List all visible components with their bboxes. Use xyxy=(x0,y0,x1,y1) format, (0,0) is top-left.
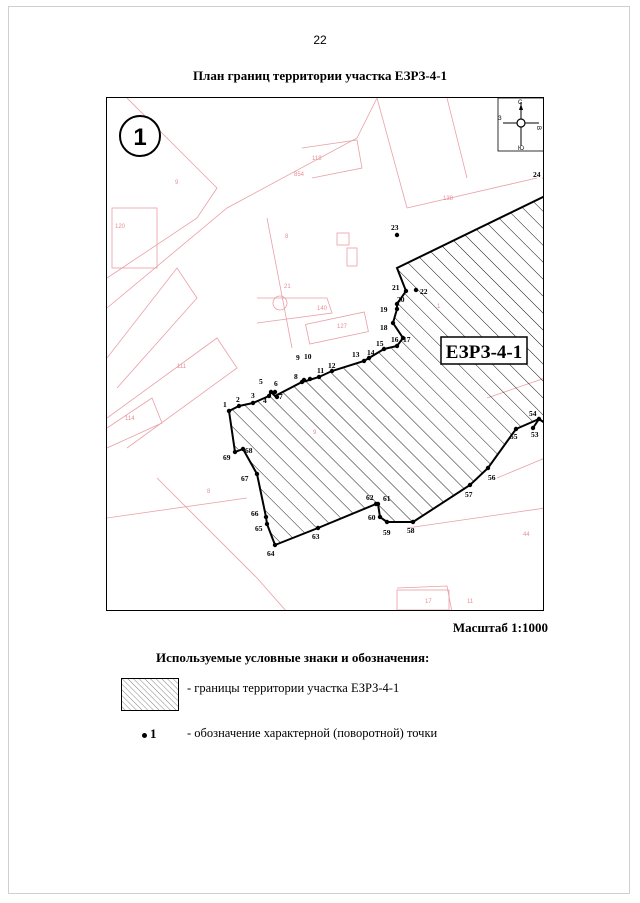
legend-point-text: - обозначение характерной (поворотной) точки xyxy=(187,726,438,740)
compass-rose xyxy=(498,98,544,152)
point-marker-66 xyxy=(264,515,268,519)
point-label-57: 57 xyxy=(465,490,473,499)
point-label-63: 63 xyxy=(312,532,320,541)
point-label-5: 5 xyxy=(259,377,263,386)
point-label-21: 21 xyxy=(392,283,400,292)
legend-point-number: 1 xyxy=(150,726,157,741)
legend-heading: Используемые условные знаки и обозначения: xyxy=(156,650,430,665)
point-marker-59 xyxy=(385,520,389,524)
svg-text:111: 111 xyxy=(177,364,187,370)
point-label-14: 14 xyxy=(367,348,375,357)
point-label-67: 67 xyxy=(241,474,249,483)
point-label-69: 69 xyxy=(223,453,231,462)
svg-text:11: 11 xyxy=(467,599,474,605)
svg-text:44: 44 xyxy=(523,532,530,538)
point-label-18: 18 xyxy=(380,323,388,332)
point-marker-2 xyxy=(237,404,241,408)
compass-north: С xyxy=(518,100,523,106)
point-label-11: 11 xyxy=(317,366,325,375)
zone-label xyxy=(441,337,527,364)
point-label-59: 59 xyxy=(383,528,391,537)
svg-text:140: 140 xyxy=(317,306,328,312)
map-title: План границ территории участка ЕЗРЗ-4-1 xyxy=(192,68,448,83)
svg-text:138: 138 xyxy=(443,196,454,202)
sheet-badge xyxy=(120,116,160,156)
page-number: 22 xyxy=(313,33,327,47)
point-marker-58 xyxy=(411,520,415,524)
legend-point-sample xyxy=(142,726,157,742)
point-marker-55 xyxy=(514,427,518,431)
svg-text:9: 9 xyxy=(175,180,179,186)
point-marker-23 xyxy=(395,233,399,237)
point-marker-65 xyxy=(265,522,269,526)
point-label-15: 15 xyxy=(376,339,384,348)
point-label-53: 53 xyxy=(531,430,539,439)
point-marker-54 xyxy=(537,417,541,421)
compass-south: Ю xyxy=(518,146,525,152)
point-marker-60 xyxy=(378,515,382,519)
compass-east: В xyxy=(535,126,541,131)
point-marker-19 xyxy=(395,307,399,311)
svg-text:127: 127 xyxy=(337,324,348,330)
point-label-3: 3 xyxy=(251,391,255,400)
point-marker-62 xyxy=(374,502,378,506)
point-marker-10 xyxy=(308,377,312,381)
point-label-66: 66 xyxy=(251,509,259,518)
point-marker-56 xyxy=(486,466,490,470)
point-label-6: 6 xyxy=(274,379,278,388)
point-marker-16 xyxy=(395,344,399,348)
svg-text:118: 118 xyxy=(312,156,322,162)
point-label-56: 56 xyxy=(488,473,496,482)
point-label-13: 13 xyxy=(352,350,360,359)
scale-label: Масштаб 1:1000 xyxy=(452,620,548,635)
point-marker-63 xyxy=(316,526,320,530)
point-label-16: 16 xyxy=(391,335,399,344)
point-label-55: 55 xyxy=(510,432,518,441)
point-marker-11 xyxy=(317,375,321,379)
point-label-68: 68 xyxy=(245,446,253,455)
point-label-20: 20 xyxy=(397,295,405,304)
svg-text:120: 120 xyxy=(115,224,126,230)
point-marker-1 xyxy=(227,409,231,413)
point-label-58: 58 xyxy=(407,526,415,535)
point-marker-13 xyxy=(362,359,366,363)
point-label-61: 61 xyxy=(383,494,391,503)
point-marker-5 xyxy=(269,390,273,394)
point-marker-3 xyxy=(251,401,255,405)
point-marker-24 xyxy=(543,176,544,180)
point-marker-57 xyxy=(468,483,472,487)
point-label-2: 2 xyxy=(236,395,240,404)
point-marker-6 xyxy=(273,390,277,394)
svg-text:17: 17 xyxy=(425,599,432,605)
svg-text:854: 854 xyxy=(294,172,305,178)
point-label-4: 4 xyxy=(263,396,267,405)
point-label-24: 24 xyxy=(533,170,541,179)
point-marker-64 xyxy=(273,543,277,547)
svg-text:114: 114 xyxy=(125,416,135,422)
point-label-65: 65 xyxy=(255,524,263,533)
zone-label-text: ЕЗРЗ-4-1 xyxy=(445,342,523,363)
sheet-badge-number: 1 xyxy=(133,124,147,151)
point-label-9: 9 xyxy=(296,353,300,362)
point-marker-18 xyxy=(391,321,395,325)
compass-west: З xyxy=(498,116,502,122)
svg-text:8: 8 xyxy=(207,489,211,495)
point-marker-69 xyxy=(233,450,237,454)
point-label-22: 22 xyxy=(420,287,428,296)
point-label-19: 19 xyxy=(380,305,388,314)
point-label-64: 64 xyxy=(267,549,275,558)
svg-text:21: 21 xyxy=(284,284,291,290)
legend-area-text: - границы территории участка ЕЗРЗ-4-1 xyxy=(187,681,400,695)
point-marker-22 xyxy=(414,288,418,292)
point-label-60: 60 xyxy=(368,513,376,522)
point-label-23: 23 xyxy=(391,223,399,232)
point-label-17: 17 xyxy=(403,335,411,344)
point-marker-icon xyxy=(142,733,147,738)
svg-text:8: 8 xyxy=(285,234,289,240)
point-label-62: 62 xyxy=(366,493,374,502)
point-label-7: 7 xyxy=(279,392,283,401)
point-label-8: 8 xyxy=(294,372,298,381)
point-marker-21 xyxy=(404,289,408,293)
map-frame xyxy=(106,97,544,611)
point-label-1: 1 xyxy=(223,400,227,409)
point-marker-67 xyxy=(255,472,259,476)
point-label-12: 12 xyxy=(328,361,336,370)
territory-polygon-ezrz-4-1 xyxy=(229,196,544,545)
point-marker-9 xyxy=(302,378,306,382)
point-label-10: 10 xyxy=(304,352,312,361)
boundary-map xyxy=(107,98,544,611)
legend-hatch-swatch xyxy=(121,678,179,711)
point-label-54: 54 xyxy=(529,409,537,418)
point-marker-4 xyxy=(267,394,271,398)
